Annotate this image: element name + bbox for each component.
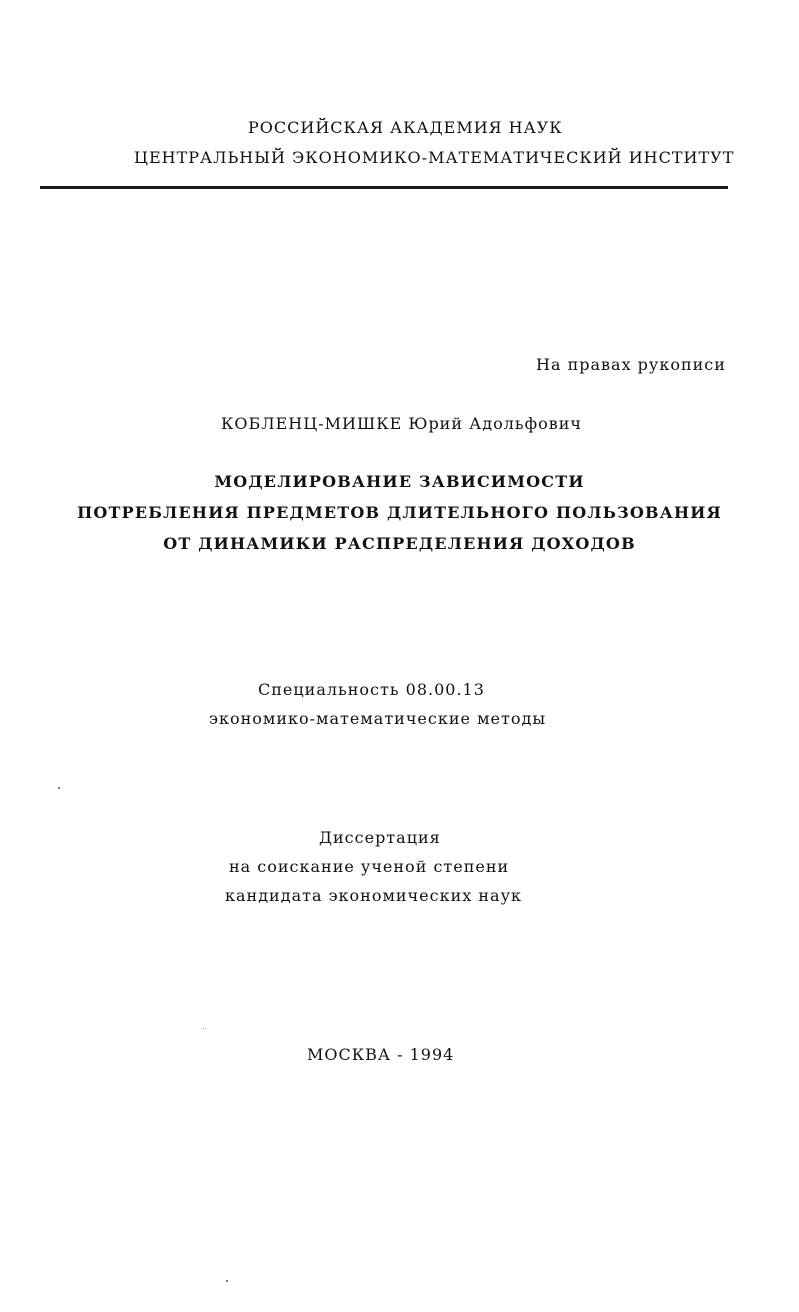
scan-speck [58,787,60,789]
header-divider [40,186,728,189]
scan-speck [203,1028,204,1029]
scan-speck [226,1280,228,1282]
title-line-2: ПОТРЕБЛЕНИЯ ПРЕДМЕТОВ ДЛИТЕЛЬНОГО ПОЛЬЗОВАНИЯ [77,503,722,522]
dissertation-label: Диссертация [319,828,441,847]
specialty-code: Специальность 08.00.13 [258,680,485,699]
city-year: МОСКВА - 1994 [307,1045,455,1064]
manuscript-note: На правах рукописи [536,355,726,374]
specialty-name: экономико-математические методы [209,709,547,728]
degree-field: кандидата экономических наук [225,886,522,905]
institute-name: ЦЕНТРАЛЬНЫЙ ЭКОНОМИКО-МАТЕМАТИЧЕСКИЙ ИНСТИТУТ [134,148,735,167]
academy-name: РОССИЙСКАЯ АКАДЕМИЯ НАУК [248,118,563,137]
degree-line: на соискание ученой степени [229,857,510,876]
author-name: КОБЛЕНЦ-МИШКЕ Юрий Адольфович [221,414,582,433]
title-line-3: ОТ ДИНАМИКИ РАСПРЕДЕЛЕНИЯ ДОХОДОВ [163,534,636,553]
title-line-1: МОДЕЛИРОВАНИЕ ЗАВИСИМОСТИ [214,472,585,491]
